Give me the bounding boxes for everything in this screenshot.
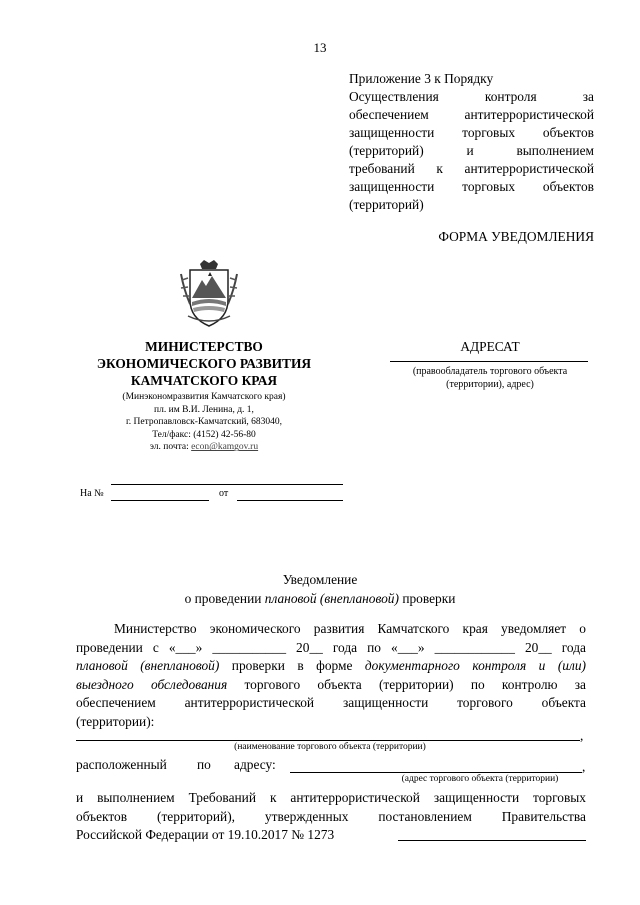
body-line: проведении с «___» ___________ 20__ года по «___» ____________ 20__ года <box>76 639 586 655</box>
email-label: эл. почта: <box>149 442 189 453</box>
appendix-line: обеспечением антитеррористической <box>349 107 594 122</box>
notice-title <box>0 570 640 608</box>
addressee-caption <box>384 366 596 391</box>
ministry-address: г. Петропавловск-Камчатский, 683040, <box>125 417 283 428</box>
ministry-name-line: КАМЧАТСКОГО КРАЯ <box>130 373 278 388</box>
appendix-title: Приложение 3 к Порядку <box>349 71 494 86</box>
appendix-line: защищенности торговых объектов <box>349 125 594 140</box>
reference-date-line <box>237 500 343 501</box>
page-number: 13 <box>313 40 327 55</box>
ministry-email-row <box>74 441 334 454</box>
body-line: обеспечением антитеррористической защищенности торгового объекта <box>76 695 586 711</box>
address-caption: (адрес торгового объекта (территории) <box>401 774 559 784</box>
comma: , <box>580 728 584 743</box>
ministry-name <box>74 338 334 389</box>
ministry-address: пл. им В.И. Ленина, д. 1, <box>154 404 254 415</box>
appendix-line: требований к антитеррористической <box>349 161 594 176</box>
located-label-address: адресу: <box>234 757 276 772</box>
addressee-fill-line <box>390 361 588 362</box>
ministry-phone: Тел/факс: (4152) 42-56-80 <box>152 429 256 440</box>
reference-number-line <box>111 500 209 501</box>
ministry-short-name: (Минэкономразвития Камчатского края) <box>122 392 286 402</box>
appendix-header <box>349 70 594 214</box>
notice-subtitle: о проведении плановой (внеплановой) проверки <box>184 591 456 606</box>
reference-number-label: На № <box>80 488 104 499</box>
appendix-line: защищенности торговых объектов <box>349 179 594 194</box>
body-line: Министерство экономического развития Камчатского края уведомляет о <box>114 621 586 636</box>
body-line: объектов (территорий), утвержденных постановлением Правительства <box>76 808 586 824</box>
email-link[interactable]: econ@kamgov.ru <box>191 442 259 453</box>
object-name-caption: (наименование торгового объекта (территории) <box>234 742 426 752</box>
address-fill-line <box>290 772 582 773</box>
comma: , <box>582 759 586 774</box>
addressee-title: АДРЕСАТ <box>460 339 520 354</box>
addressee-caption-line: (правообладатель торгового объекта <box>412 366 568 377</box>
kamchatka-coat-of-arms-icon <box>178 260 240 328</box>
body-line: и выполнением Требований к антитеррористической защищенности торговых <box>76 790 586 805</box>
body-line: (территории): <box>76 713 155 729</box>
object-name-fill-line <box>76 740 580 741</box>
ministry-name-line: МИНИСТЕРСТВО <box>145 339 263 354</box>
body-line: плановой (внеплановой) проверки в форме документарного контроля и (или) <box>76 658 586 674</box>
notice-paragraph <box>76 620 586 732</box>
located-label-by: по <box>197 757 211 772</box>
ministry-contacts <box>74 391 334 454</box>
resolution-fill-line <box>398 840 586 841</box>
ministry-name-line: ЭКОНОМИЧЕСКОГО РАЗВИТИЯ <box>96 356 312 371</box>
appendix-line: (территорий) и выполнением <box>349 143 594 158</box>
notice-title-line: Уведомление <box>282 572 358 587</box>
located-label: расположенный <box>76 757 167 772</box>
requirements-paragraph <box>76 789 586 845</box>
reference-top-line <box>111 484 343 485</box>
body-line: выездного обследования торгового объекта (территории) по контролю за <box>76 676 587 692</box>
body-line: Российской Федерации от 19.10.2017 № 1273 <box>76 827 335 843</box>
appendix-line: (территорий) <box>349 197 424 212</box>
appendix-line: Осуществления контроля за <box>349 89 594 104</box>
form-title: ФОРМА УВЕДОМЛЕНИЯ <box>438 229 594 244</box>
reference-date-label: от <box>219 488 229 499</box>
addressee-caption-line: (территории), адрес) <box>446 378 534 390</box>
